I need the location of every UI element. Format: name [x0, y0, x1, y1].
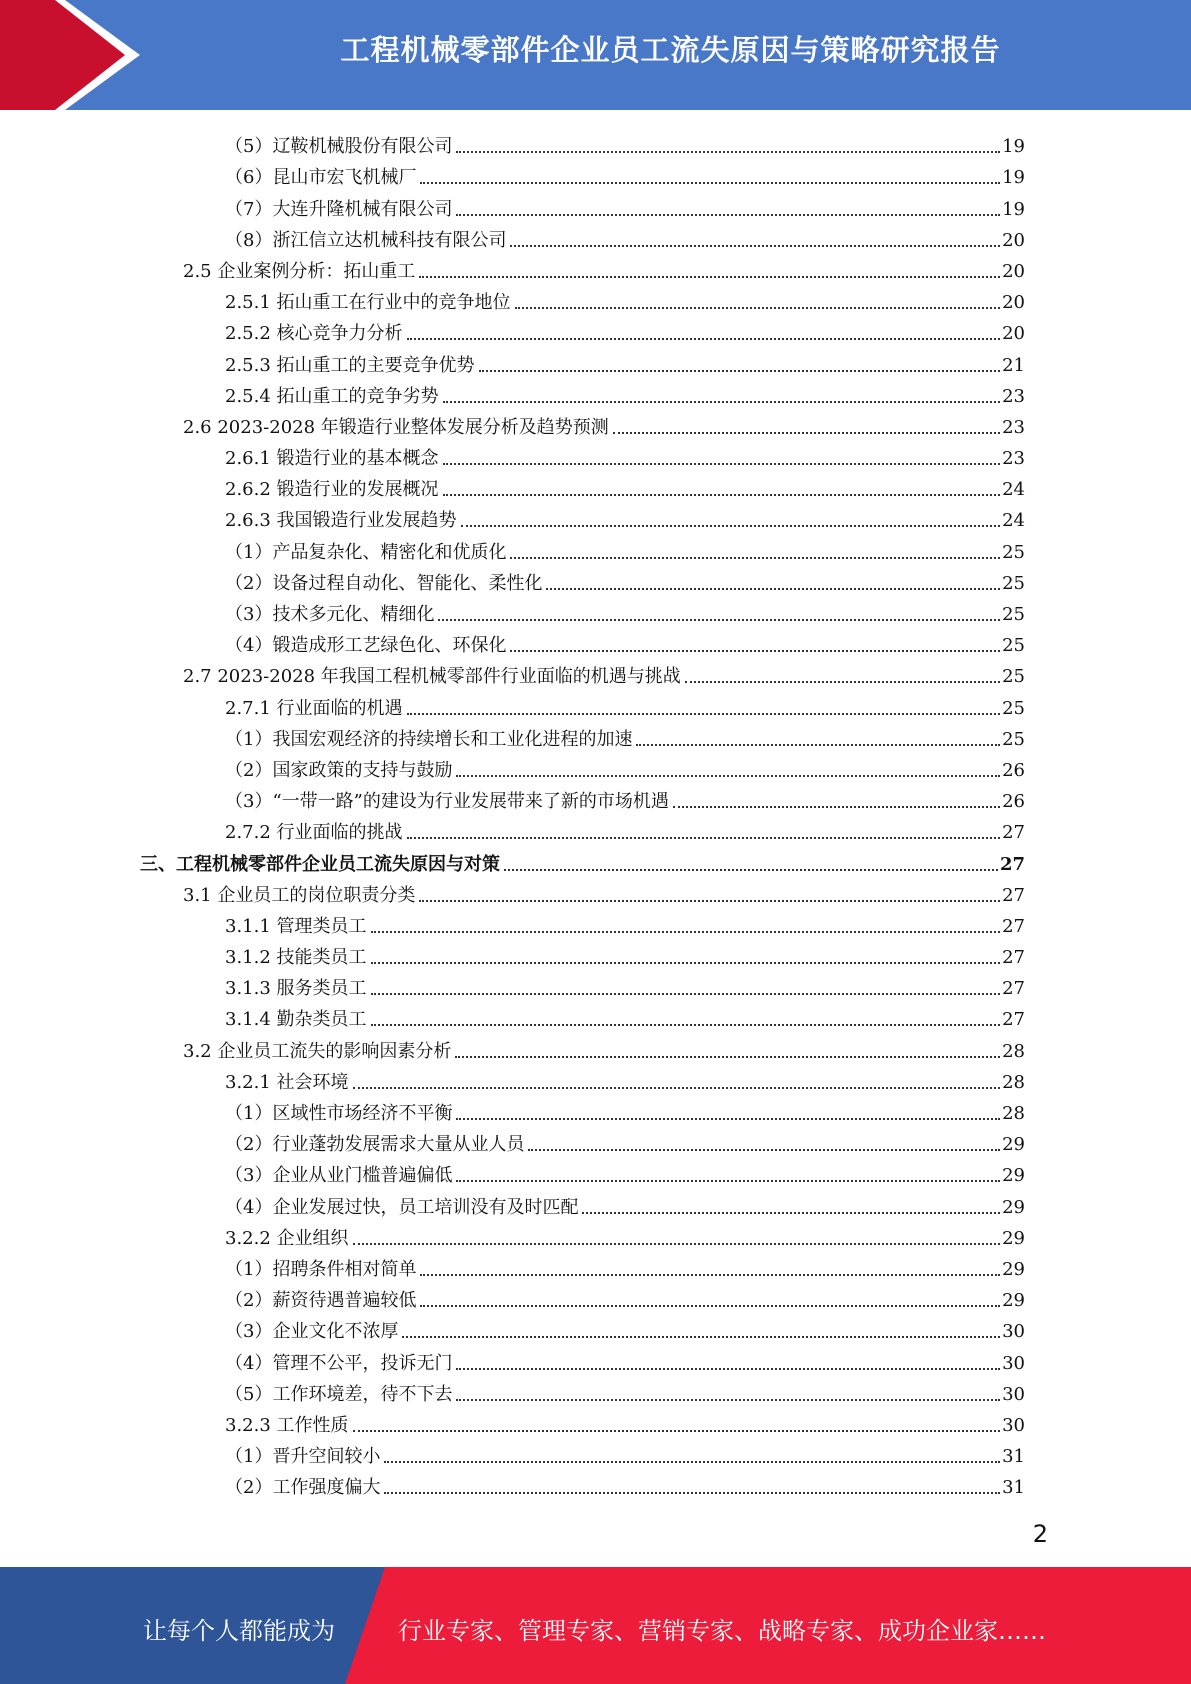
toc-entry[interactable]: [140, 1219, 1025, 1250]
toc-entry[interactable]: [140, 1187, 1025, 1218]
toc-entry[interactable]: [140, 470, 1025, 501]
toc-entry-label: 2.7 2023-2028 年我国工程机械零部件行业面临的机遇与挑战: [183, 666, 681, 688]
toc-entry-page: 27: [1002, 884, 1025, 906]
toc-entry[interactable]: [140, 813, 1025, 844]
toc-entry[interactable]: [140, 595, 1025, 626]
toc-entry-page: 25: [1002, 572, 1025, 594]
toc-entry-label: （2）设备过程自动化、智能化、柔性化: [225, 572, 543, 594]
toc-entry-page: 19: [1002, 136, 1025, 158]
toc-dot-leader: [420, 1305, 1000, 1307]
toc-entry[interactable]: [140, 1031, 1025, 1062]
toc-dot-leader: [419, 900, 1000, 902]
toc-entry[interactable]: [140, 1125, 1025, 1156]
toc-entry-label: （3）“一带一路”的建设为行业发展带来了新的市场机遇: [225, 791, 669, 813]
toc-entry-label: （1）招聘条件相对简单: [225, 1258, 417, 1280]
toc-entry-label: （3）企业文化不浓厚: [225, 1321, 399, 1343]
toc-dot-leader: [613, 432, 1000, 434]
toc-dot-leader: [371, 993, 1001, 995]
toc-entry[interactable]: [140, 907, 1025, 938]
toc-entry-page: 28: [1002, 1103, 1025, 1124]
toc-dot-leader: [443, 463, 1001, 465]
toc-entry-label: 2.5.3 拓山重工的主要竞争优势: [225, 354, 475, 376]
toc-entry-label: 3.2.2 企业组织: [225, 1227, 349, 1249]
toc-dot-leader: [456, 214, 1000, 216]
toc-entry-label: 2.5 企业案例分析：拓山重工: [183, 260, 416, 282]
toc-entry-label: 3.1 企业员工的岗位职责分类: [183, 884, 416, 906]
toc-dot-leader: [353, 1087, 1001, 1089]
toc-entry-label: 3.1.2 技能类员工: [225, 947, 367, 969]
toc-dot-leader: [479, 370, 1001, 372]
toc-entry[interactable]: [140, 720, 1025, 751]
toc-entry-page: 19: [1002, 198, 1025, 220]
toc-entry-page: 31: [1002, 1446, 1025, 1468]
toc-entry-label: （6）昆山市宏飞机械厂: [225, 167, 417, 189]
toc-dot-leader: [384, 1492, 1000, 1494]
toc-entry[interactable]: [140, 221, 1025, 252]
toc-entry[interactable]: [140, 688, 1025, 719]
toc-entry-page: 23: [1002, 385, 1025, 407]
table-of-contents: [140, 127, 1025, 1499]
toc-entry[interactable]: [140, 252, 1025, 283]
toc-entry[interactable]: [140, 1468, 1025, 1499]
toc-entry-label: （1）我国宏观经济的持续增长和工业化进程的加速: [225, 728, 633, 750]
toc-dot-leader: [456, 1180, 1000, 1182]
toc-entry-label: （1）产品复杂化、精密化和优质化: [225, 541, 507, 563]
toc-dot-leader: [407, 837, 1001, 839]
toc-entry-label: （5）工作环境差，待不下去: [225, 1383, 453, 1405]
toc-entry-label: 2.6.3 我国锻造行业发展趋势: [225, 510, 457, 532]
toc-entry-label: （2）行业蓬勃发展需求大量从业人员: [225, 1134, 525, 1156]
toc-dot-leader: [419, 276, 1000, 278]
toc-entry[interactable]: [140, 751, 1025, 782]
toc-dot-leader: [353, 1430, 1001, 1432]
toc-dot-leader: [528, 1149, 1000, 1151]
page-number: 2: [1032, 1520, 1048, 1548]
toc-entry-page: 30: [1002, 1414, 1025, 1436]
toc-entry-label: 2.6.2 锻造行业的发展概况: [225, 479, 439, 501]
toc-entry-page: 30: [1002, 1352, 1025, 1374]
toc-entry-label: 3.1.4 勤杂类员工: [225, 1009, 367, 1031]
toc-entry[interactable]: [140, 439, 1025, 470]
toc-entry-label: （2）薪资待遇普遍较低: [225, 1290, 417, 1312]
toc-entry-page: 25: [1002, 728, 1025, 750]
toc-entry[interactable]: [140, 408, 1025, 439]
toc-entry-page: 28: [1002, 1040, 1025, 1062]
toc-entry-label: （3）企业从业门槛普遍偏低: [225, 1165, 453, 1187]
toc-entry-page: 31: [1002, 1477, 1025, 1499]
toc-entry-page: 28: [1002, 1071, 1025, 1093]
toc-entry-page: 20: [1002, 323, 1025, 345]
toc-entry-label: 2.5.2 核心竞争力分析: [225, 323, 403, 345]
toc-entry[interactable]: [140, 1312, 1025, 1343]
toc-dot-leader: [384, 1461, 1000, 1463]
toc-entry[interactable]: [140, 1000, 1025, 1031]
toc-dot-leader: [456, 775, 1000, 777]
toc-entry-label: （3）技术多元化、精细化: [225, 604, 435, 625]
toc-dot-leader: [353, 1243, 1001, 1245]
toc-dot-leader: [504, 869, 998, 871]
toc-dot-leader: [515, 307, 1001, 309]
toc-entry-label: （5）辽鞍机械股份有限公司: [225, 136, 453, 158]
toc-dot-leader: [420, 1274, 1000, 1276]
toc-entry-page: 29: [1002, 1258, 1025, 1280]
toc-entry-label: 3.2 企业员工流失的影响因素分析: [183, 1040, 452, 1062]
toc-dot-leader: [371, 1024, 1001, 1026]
toc-dot-leader: [443, 401, 1001, 403]
toc-entry-page: 23: [1002, 448, 1025, 470]
toc-entry-page: 30: [1002, 1321, 1025, 1343]
toc-entry-page: 27: [1002, 915, 1025, 937]
toc-entry-label: 2.6.1 锻造行业的基本概念: [225, 448, 439, 470]
toc-entry-page: 27: [1002, 978, 1025, 1000]
toc-entry[interactable]: [140, 969, 1025, 1000]
toc-entry-page: 23: [1002, 416, 1025, 438]
toc-entry[interactable]: [140, 1375, 1025, 1406]
toc-dot-leader: [546, 588, 1000, 590]
toc-entry-page: 19: [1002, 167, 1025, 189]
toc-entry-page: 30: [1002, 1383, 1025, 1405]
toc-entry-page: 24: [1002, 479, 1025, 501]
toc-entry[interactable]: [140, 1437, 1025, 1468]
toc-entry-page: 25: [1002, 541, 1025, 563]
toc-dot-leader: [455, 1056, 1000, 1058]
toc-entry-page: 20: [1002, 260, 1025, 282]
toc-entry[interactable]: [140, 1250, 1025, 1281]
toc-entry[interactable]: [140, 876, 1025, 907]
toc-entry-page: 27: [999, 853, 1025, 875]
toc-entry-page: 27: [1002, 1009, 1025, 1031]
toc-entry-page: 25: [1002, 697, 1025, 719]
toc-entry-label: 2.5.1 拓山重工在行业中的竞争地位: [225, 292, 511, 314]
toc-dot-leader: [456, 151, 1000, 153]
toc-entry-label: 2.7.2 行业面临的挑战: [225, 822, 403, 844]
toc-entry-label: （1）区域性市场经济不平衡: [225, 1103, 453, 1124]
toc-dot-leader: [420, 182, 1000, 184]
toc-entry-page: 29: [1002, 1134, 1025, 1156]
toc-entry[interactable]: [140, 1094, 1025, 1125]
toc-entry[interactable]: [140, 314, 1025, 345]
toc-entry-page: 21: [1002, 354, 1025, 376]
toc-entry-page: 20: [1002, 292, 1025, 314]
toc-entry[interactable]: [140, 1406, 1025, 1437]
toc-entry[interactable]: [140, 782, 1025, 813]
toc-dot-leader: [402, 1336, 1000, 1338]
toc-entry[interactable]: [140, 1281, 1025, 1312]
toc-entry-label: 3.1.1 管理类员工: [225, 915, 367, 937]
toc-dot-leader: [371, 931, 1001, 933]
toc-entry-page: 27: [1002, 822, 1025, 844]
toc-entry-label: （2）工作强度偏大: [225, 1477, 381, 1499]
toc-entry-page: 24: [1002, 510, 1025, 532]
toc-entry-label: （4）管理不公平，投诉无门: [225, 1352, 453, 1374]
toc-entry[interactable]: [140, 158, 1025, 189]
toc-entry-label: （2）国家政策的支持与鼓励: [225, 759, 453, 781]
toc-dot-leader: [438, 619, 1000, 621]
toc-entry[interactable]: [140, 1156, 1025, 1187]
toc-dot-leader: [636, 744, 1000, 746]
header-title: 工程机械零部件企业员工流失原因与策略研究报告: [340, 33, 1001, 67]
toc-entry-label: 3.1.3 服务类员工: [225, 978, 367, 1000]
toc-dot-leader: [673, 806, 1000, 808]
toc-entry-label: 2.7.1 行业面临的机遇: [225, 697, 403, 719]
footer-slogan-right: 行业专家、管理专家、营销专家、战略专家、成功企业家……: [398, 1617, 1046, 1645]
toc-entry-label: （4）锻造成形工艺绿色化、环保化: [225, 635, 507, 657]
page-header: [0, 0, 1191, 110]
toc-entry[interactable]: [140, 345, 1025, 376]
footer-slogan-left: 让每个人都能成为: [143, 1617, 335, 1645]
toc-dot-leader: [407, 713, 1001, 715]
toc-entry[interactable]: [140, 189, 1025, 220]
toc-entry[interactable]: [140, 283, 1025, 314]
toc-entry-label: 2.6 2023-2028 年锻造行业整体发展分析及趋势预测: [183, 416, 609, 438]
toc-entry-page: 25: [1002, 604, 1025, 625]
toc-entry-label: 三、工程机械零部件企业员工流失原因与对策: [140, 853, 500, 875]
toc-dot-leader: [461, 525, 1001, 527]
toc-dot-leader: [371, 962, 1001, 964]
toc-entry-label: （8）浙江信立达机械科技有限公司: [225, 229, 507, 251]
toc-dot-leader: [407, 338, 1001, 340]
toc-entry-page: 29: [1002, 1290, 1025, 1312]
toc-dot-leader: [685, 681, 1000, 683]
toc-entry-page: 29: [1002, 1196, 1025, 1218]
toc-dot-leader: [456, 1368, 1000, 1370]
toc-dot-leader: [456, 1399, 1000, 1401]
toc-entry[interactable]: [140, 127, 1025, 158]
toc-entry[interactable]: [140, 532, 1025, 563]
toc-entry[interactable]: [140, 564, 1025, 595]
toc-entry-page: 26: [1002, 791, 1025, 813]
toc-dot-leader: [510, 650, 1000, 652]
toc-entry-label: （7）大连升隆机械有限公司: [225, 198, 453, 220]
toc-entry-page: 25: [1002, 635, 1025, 657]
toc-entry-label: （4）企业发展过快，员工培训没有及时匹配: [225, 1196, 579, 1218]
page-footer: [0, 1567, 1191, 1684]
toc-entry-label: 2.5.4 拓山重工的竞争劣势: [225, 385, 439, 407]
toc-dot-leader: [443, 494, 1001, 496]
toc-entry[interactable]: [140, 501, 1025, 532]
toc-entry-page: 29: [1002, 1227, 1025, 1249]
toc-entry-page: 20: [1002, 229, 1025, 251]
toc-entry[interactable]: [140, 1063, 1025, 1094]
toc-entry[interactable]: [140, 657, 1025, 688]
toc-entry-page: 25: [1002, 666, 1025, 688]
toc-entry[interactable]: [140, 377, 1025, 408]
toc-dot-leader: [510, 557, 1000, 559]
toc-entry-page: 29: [1002, 1165, 1025, 1187]
toc-entry-label: 3.2.3 工作性质: [225, 1414, 349, 1436]
toc-entry-page: 27: [1002, 947, 1025, 969]
toc-entry[interactable]: [140, 626, 1025, 657]
toc-dot-leader: [456, 1118, 1000, 1120]
toc-dot-leader: [582, 1212, 1000, 1214]
toc-entry[interactable]: [140, 1343, 1025, 1374]
toc-entry-label: （1）晋升空间较小: [225, 1446, 381, 1468]
toc-dot-leader: [510, 245, 1000, 247]
toc-entry-label: 3.2.1 社会环境: [225, 1071, 349, 1093]
toc-entry-page: 26: [1002, 759, 1025, 781]
toc-entry[interactable]: [140, 844, 1025, 875]
toc-entry[interactable]: [140, 938, 1025, 969]
